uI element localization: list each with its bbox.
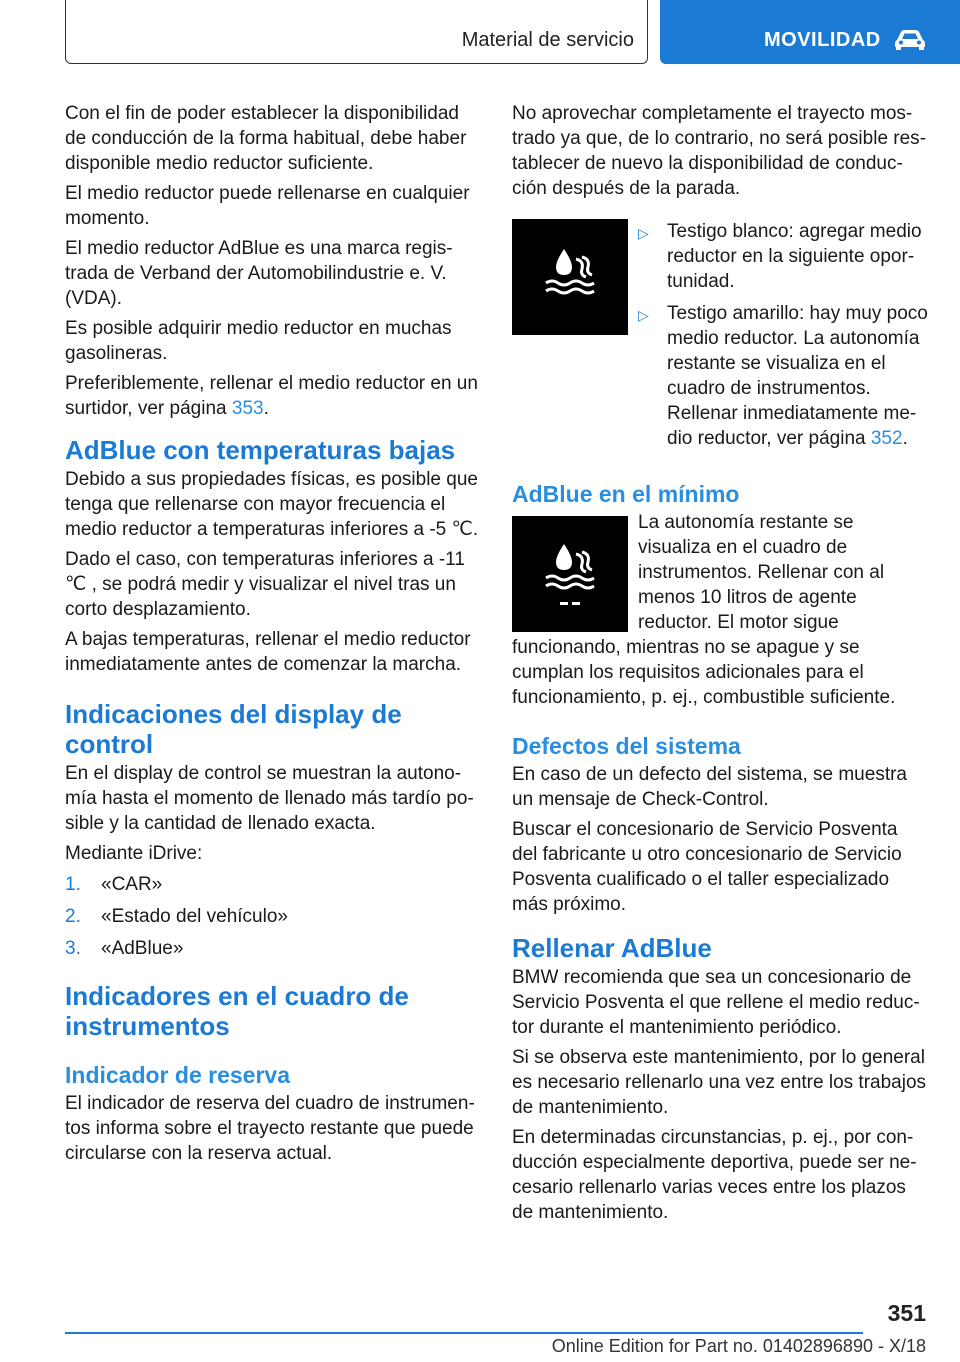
page-reference-link[interactable]: 352 — [870, 428, 903, 449]
paragraph-text: Preferiblemente, rellenar el medio reductor en un surtidor, ver página — [65, 373, 478, 419]
paragraph: En determinadas circunstancias, p. ej., por conducción especialmente deportiva, puede ser necesario rellenarlo varias veces entre los plazos de mantenimiento. — [512, 1127, 917, 1223]
edition-note: Online Edition for Part no. 01402896890 - X/18 — [551, 1336, 926, 1356]
paragraph: Preferiblemente, rellenar el medio reductor en un surtidor, ver página 353. — [65, 373, 478, 419]
car-icon — [893, 27, 927, 51]
step-text: «Estado del vehículo» — [101, 906, 288, 927]
footer-rule — [65, 1332, 863, 1334]
paragraph: En el display de control se muestran la autonomía hasta el momento de llenado más tardío posible y la cantidad de llenado exacta. — [65, 763, 474, 834]
list-item — [65, 872, 481, 897]
paragraph: Mediante iDrive: — [65, 843, 203, 864]
step-text: «CAR» — [101, 874, 163, 895]
bullet-text-main: Testigo amarillo: hay muy poco medio reductor. La autonomía restante se visualiza en el cuadro de instrumentos. Rellenar inmediatamente medio reductor, ver página — [667, 303, 928, 449]
step-number: 3. — [65, 938, 81, 959]
paragraph: El indicador de reserva del cuadro de instrumentos informa sobre el trayecto restante que puede circularse con la reserva actual. — [65, 1093, 475, 1164]
chapter-title: MOVILIDAD — [764, 29, 881, 51]
paragraph: Dado el caso, con temperaturas inferiores a -11 ℃ , se podrá medir y visualizar el nivel tras un corto desplazamiento. — [65, 549, 465, 620]
adblue-minimum-icon — [512, 516, 628, 632]
list-item — [65, 936, 481, 961]
adblue-warning-icon — [512, 219, 628, 335]
heading-instruments: Indicadores en el cuadro de instrumentos — [65, 981, 409, 1041]
heading-reserve: Indicador de reserva — [65, 1062, 290, 1088]
minimum-block — [512, 510, 928, 710]
paragraph: A bajas temperaturas, rellenar el medio reductor inmediatamente antes de comenzar la marcha. — [65, 629, 471, 675]
bullet-text: Testigo amarillo: hay muy poco medio reductor. La autonomía restante se visualiza en el cuadro de instrumentos. Rellenar inmediatamente medio reductor, ver página 352. — [667, 303, 928, 449]
list-item — [65, 904, 481, 929]
page-number: 351 — [887, 1300, 926, 1326]
heading-system-defects: Defectos del sistema — [512, 733, 741, 759]
paragraph: Es posible adquirir medio reductor en muchas gasolineras. — [65, 318, 452, 364]
heading-low-temperatures: AdBlue con temperaturas bajas — [65, 435, 456, 465]
paragraph: En caso de un defecto del sistema, se muestra un mensaje de Check-Control. — [512, 764, 907, 810]
paragraph: El medio reductor puede rellenarse en cualquier momento. — [65, 183, 470, 229]
heading-minimum: AdBlue en el mínimo — [512, 481, 740, 507]
heading-refill: Rellenar AdBlue — [512, 933, 712, 963]
idrive-steps — [65, 872, 481, 961]
list-item — [638, 301, 928, 451]
right-column — [512, 101, 928, 1230]
section-tab — [65, 0, 648, 64]
page-reference-link[interactable]: 353 — [231, 398, 264, 419]
lamp-bullets — [638, 219, 928, 458]
paragraph: Debido a sus propiedades físicas, es posible que tenga que rellenarse con mayor frecuencia el medio reductor a temperaturas inferiores a -5 ℃. — [65, 469, 479, 540]
paragraph: Si se observa este mantenimiento, por lo general es necesario rellenarlo una vez entre los trabajos de mantenimiento. — [512, 1047, 927, 1118]
triangle-bullet-icon: ▷ — [638, 225, 649, 241]
paragraph: Con el fin de poder establecer la disponibilidad de conducción de la forma habitual, debe haber disponible medio reductor suficiente. — [65, 103, 467, 174]
step-text: «AdBlue» — [101, 938, 184, 959]
list-item — [638, 219, 928, 294]
page-header — [0, 0, 960, 66]
heading-display: Indicaciones del display de control — [65, 699, 402, 759]
bullet-text: Testigo blanco: agregar medio reductor en la siguiente oportunidad. — [667, 221, 922, 292]
paragraph: Buscar el concesionario de Servicio Posventa del fabricante u otro concesionario de Servicio Posventa cualificado o el taller especializado más próximo. — [512, 819, 902, 915]
paragraph: La autonomía restante se visualiza en el cuadro de instrumentos. Rellenar con al menos 10 litros de agente reductor. El motor sigue funcionando, mientras no se apague y se cumplan los requisitos adicionales para el funcionamiento, p. ej., combustible suficiente. — [512, 512, 896, 708]
paragraph: BMW recomienda que sea un concesionario de Servicio Posventa el que rellene el medio reductor durante el mantenimiento periódico. — [512, 967, 920, 1038]
step-number: 1. — [65, 874, 81, 895]
paragraph: El medio reductor AdBlue es una marca registrada de Verband der Automobilindustrie e. V. (VDA). — [65, 238, 453, 309]
step-number: 2. — [65, 906, 81, 927]
paragraph: No aprovechar completamente el trayecto mostrado ya que, de lo contrario, no será posible restablecer de nuevo la disponibilidad de conducción después de la parada. — [512, 103, 927, 199]
left-column — [65, 101, 481, 1171]
triangle-bullet-icon: ▷ — [638, 307, 649, 323]
section-title: Material de servicio — [461, 29, 634, 51]
warning-lamp-block — [512, 219, 928, 458]
chapter-tab — [660, 0, 960, 64]
